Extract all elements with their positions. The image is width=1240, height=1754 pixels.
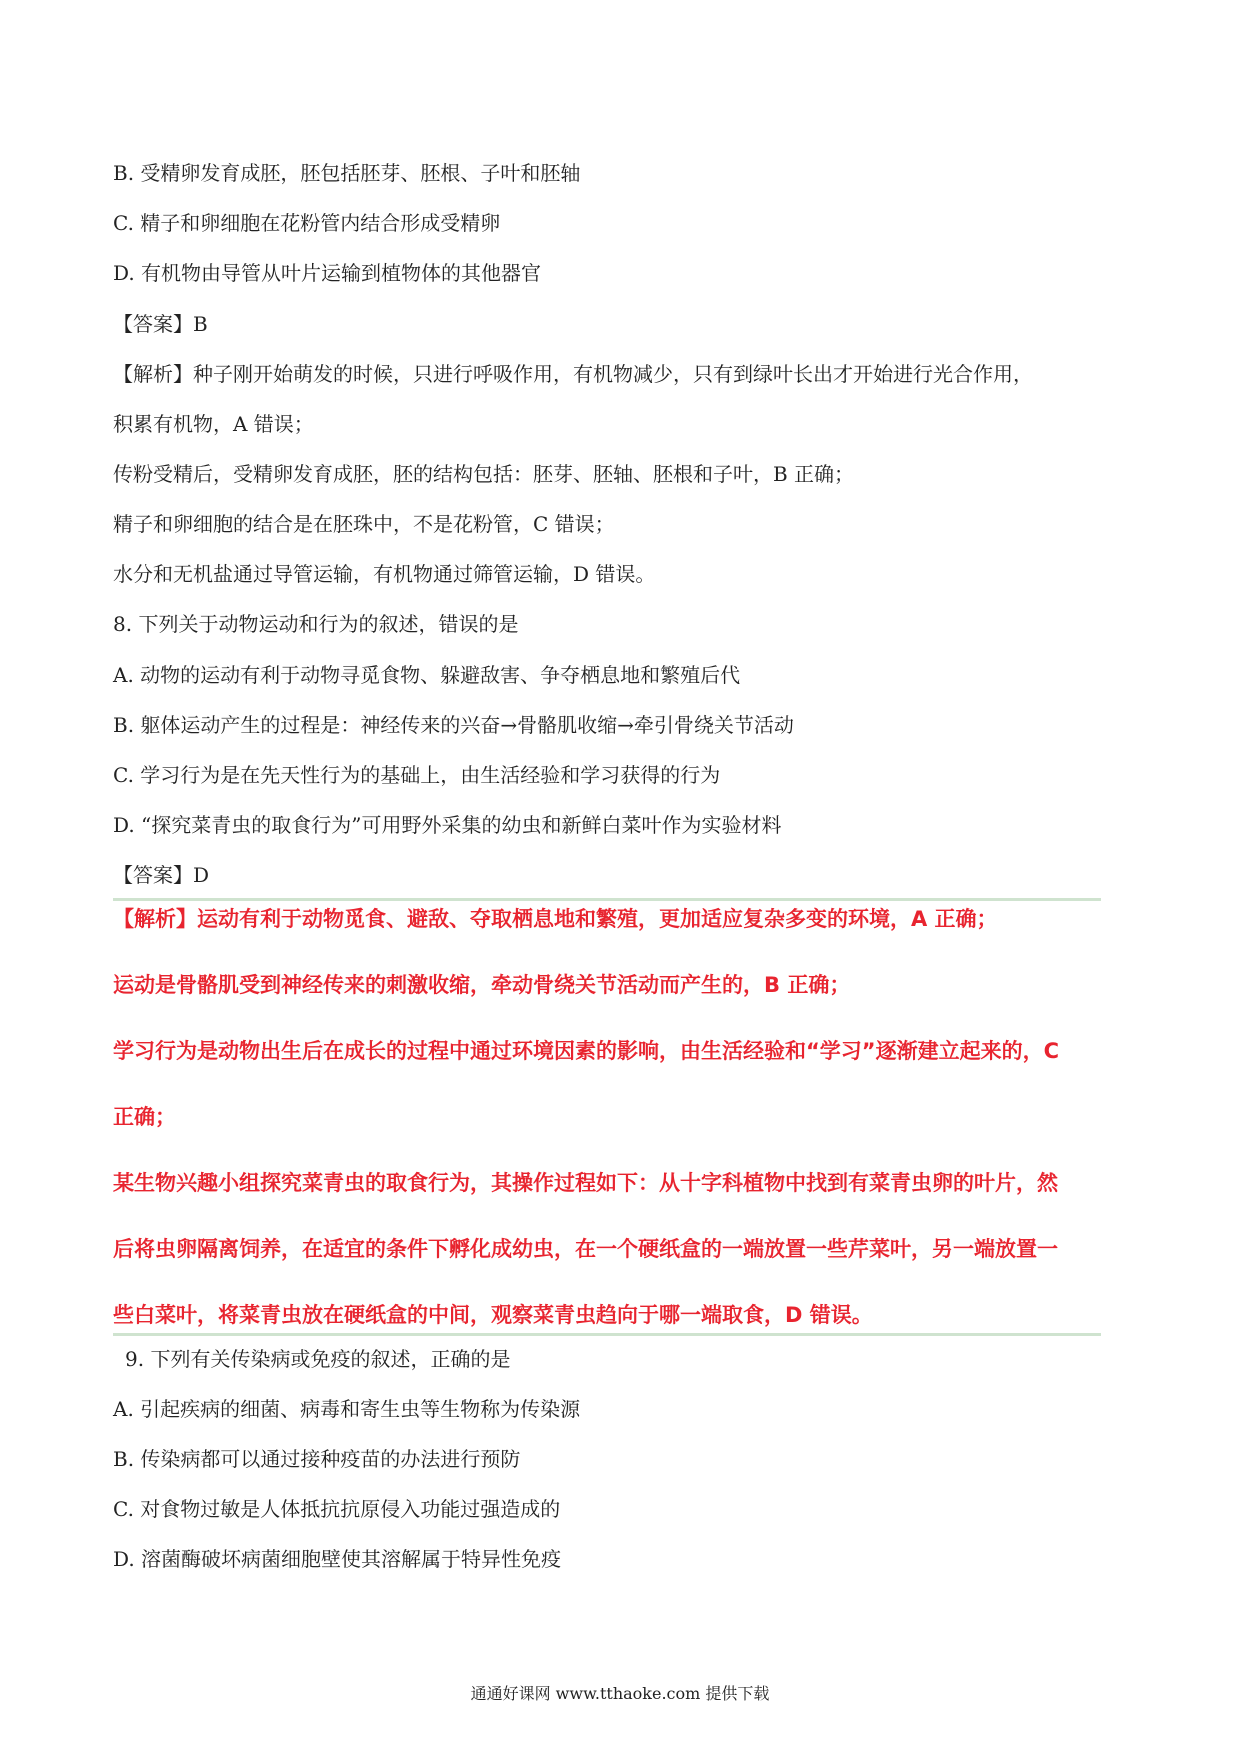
q9-option-c: C. 对食物过敏是人体抵抗抗原侵入功能过强造成的 (113, 1497, 561, 1521)
q8-analysis-line-7: 些白菜叶，将菜青虫放在硬纸盒的中间，观察菜青虫趋向于哪一端取食，D 错误。 (113, 1303, 873, 1327)
q8-analysis-line-6: 后将虫卵隔离饲养，在适宜的条件下孵化成幼虫，在一个硬纸盒的一端放置一些芹菜叶，另一端放置一 (113, 1237, 1058, 1261)
q7-answer: 【答案】B (113, 312, 208, 336)
q7-option-b: B. 受精卵发育成胚，胚包括胚芽、胚根、子叶和胚轴 (113, 161, 581, 185)
q7-analysis-line-3: 传粉受精后，受精卵发育成胚，胚的结构包括：胚芽、胚轴、胚根和子叶，B 正确； (113, 462, 855, 486)
page-footer: 通通好课网 www.tthaoke.com 提供下载 (470, 1684, 770, 1703)
analysis-top-rule (113, 898, 1101, 901)
analysis-bottom-rule (113, 1333, 1101, 1336)
q7-option-d: D. 有机物由导管从叶片运输到植物体的其他器官 (113, 261, 542, 285)
q8-option-d: D. “探究菜青虫的取食行为”可用野外采集的幼虫和新鲜白菜叶作为实验材料 (113, 813, 782, 837)
q9-option-a: A. 引起疾病的细菌、病毒和寄生虫等生物称为传染源 (113, 1397, 581, 1421)
q8-question: 8. 下列关于动物运动和行为的叙述，错误的是 (113, 612, 519, 636)
q8-option-b: B. 躯体运动产生的过程是：神经传来的兴奋→骨骼肌收缩→牵引骨绕关节活动 (113, 713, 794, 737)
q8-analysis-line-1: 【解析】运动有利于动物觅食、避敌、夺取栖息地和繁殖，更加适应复杂多变的环境，A 正确； (113, 907, 998, 931)
q9-option-d: D. 溶菌酶破坏病菌细胞壁使其溶解属于特异性免疫 (113, 1547, 562, 1571)
q8-analysis-line-3: 学习行为是动物出生后在成长的过程中通过环境因素的影响，由生活经验和“学习”逐渐建立起来的，C (113, 1039, 1060, 1063)
q8-analysis-line-5: 某生物兴趣小组探究菜青虫的取食行为，其操作过程如下：从十字科植物中找到有菜青虫卵的叶片，然 (113, 1171, 1058, 1195)
q7-option-c: C. 精子和卵细胞在花粉管内结合形成受精卵 (113, 211, 501, 235)
q7-analysis-line-5: 水分和无机盐通过导管运输，有机物通过筛管运输，D 错误。 (113, 562, 656, 586)
q8-option-c: C. 学习行为是在先天性行为的基础上，由生活经验和学习获得的行为 (113, 763, 721, 787)
q8-option-a: A. 动物的运动有利于动物寻觅食物、躲避敌害、争夺栖息地和繁殖后代 (113, 663, 741, 687)
q7-analysis-line-4: 精子和卵细胞的结合是在胚珠中，不是花粉管，C 错误； (113, 512, 615, 536)
q8-answer: 【答案】D (113, 863, 210, 887)
q9-option-b: B. 传染病都可以通过接种疫苗的办法进行预防 (113, 1447, 521, 1471)
q7-analysis-line-2: 积累有机物，A 错误； (113, 412, 314, 436)
q7-analysis-line-1: 【解析】种子刚开始萌发的时候，只进行呼吸作用，有机物减少，只有到绿叶长出才开始进行光合作用， (113, 362, 1033, 386)
q8-analysis-line-2: 运动是骨骼肌受到神经传来的刺激收缩，牵动骨绕关节活动而产生的，B 正确； (113, 973, 851, 997)
q8-analysis-line-4: 正确； (113, 1105, 176, 1129)
q9-question: 9. 下列有关传染病或免疫的叙述，正确的是 (125, 1347, 511, 1371)
